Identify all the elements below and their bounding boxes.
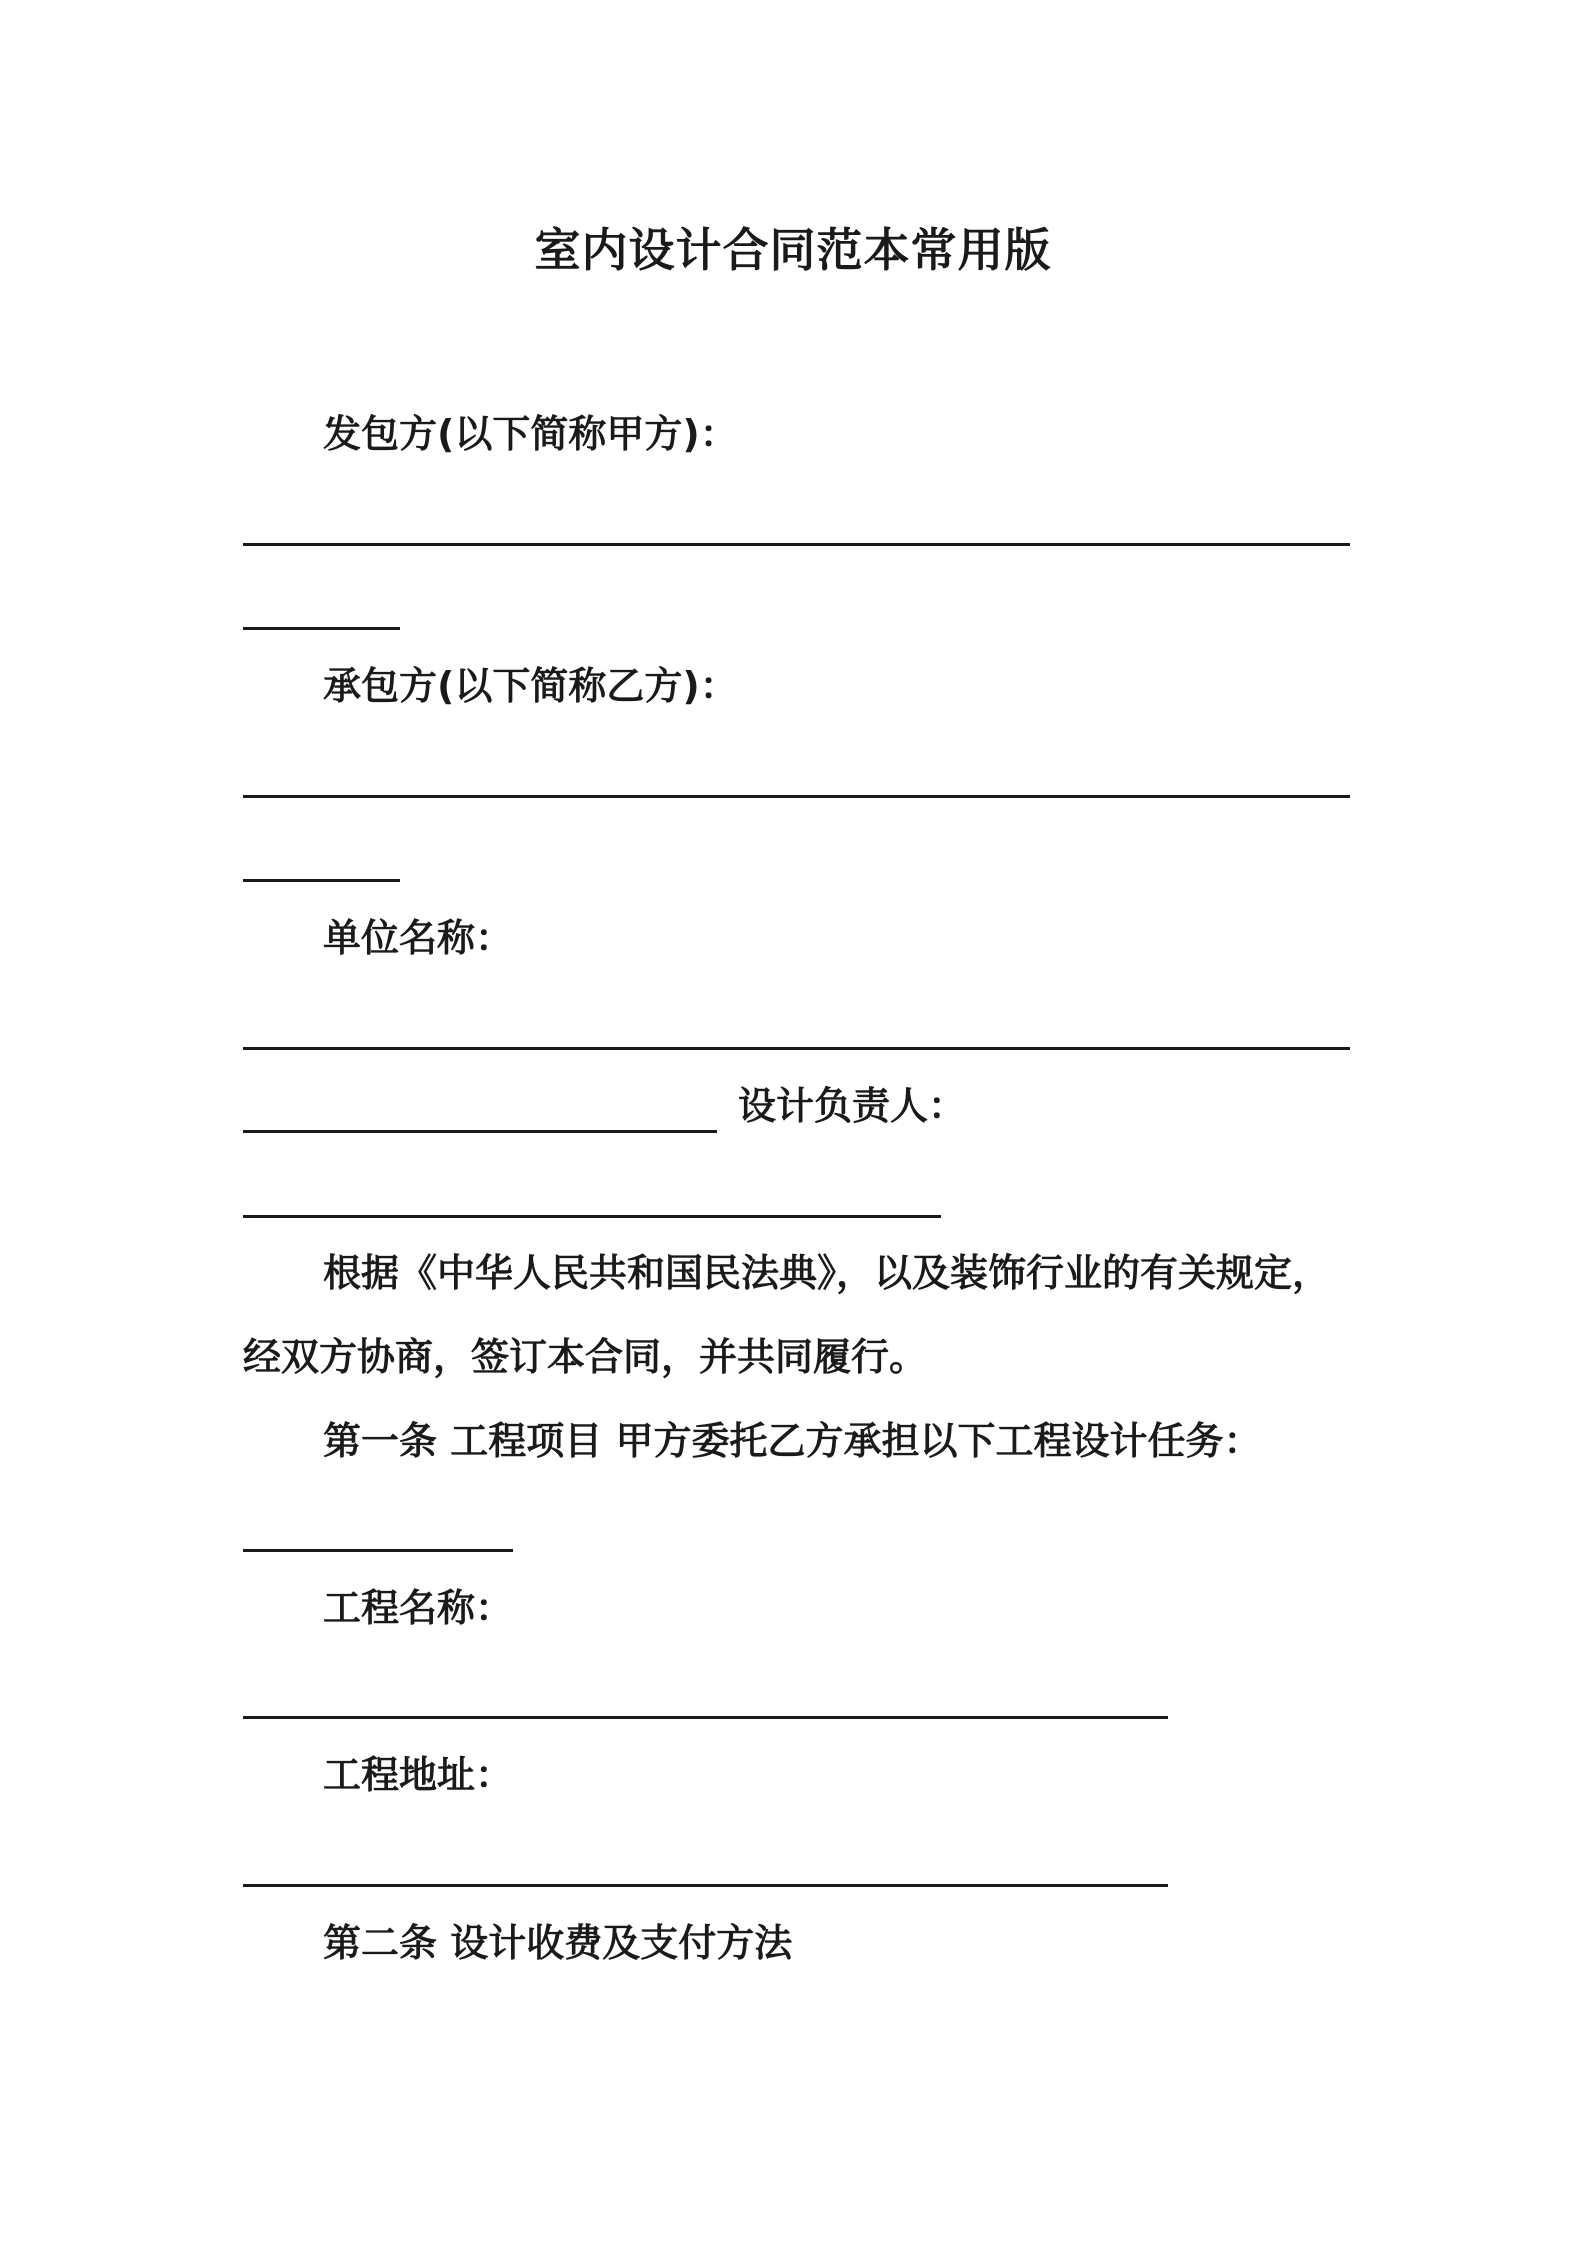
party-a-blank-line-1 xyxy=(243,543,1350,546)
party-b-label: 承包方(以下简称乙方)： xyxy=(323,664,738,708)
document-title: 室内设计合同范本常用版 xyxy=(534,223,1052,277)
design-lead-blank-line xyxy=(243,1215,941,1218)
unit-name-label: 单位名称： xyxy=(323,916,514,960)
article-1-blank-line xyxy=(243,1549,513,1552)
design-lead-label: 设计负责人： xyxy=(738,1084,967,1128)
project-name-blank-line xyxy=(243,1716,1168,1719)
unit-name-blank-line-1 xyxy=(243,1047,1350,1050)
article-2-heading: 第二条 设计收费及支付方法 xyxy=(323,1921,793,1965)
party-b-blank-line-2 xyxy=(243,879,400,882)
project-address-blank-line xyxy=(243,1884,1168,1887)
party-a-blank-line-2 xyxy=(243,627,400,630)
project-address-label: 工程地址： xyxy=(323,1753,514,1797)
article-1-heading: 第一条 工程项目 甲方委托乙方承担以下工程设计任务： xyxy=(323,1419,1262,1463)
party-a-label: 发包方(以下简称甲方)： xyxy=(323,412,738,456)
party-b-blank-line-1 xyxy=(243,795,1350,798)
intro-line-2: 经双方协商，签订本合同，并共同履行。 xyxy=(243,1335,928,1379)
unit-name-blank-line-2 xyxy=(243,1130,717,1133)
project-name-label: 工程名称： xyxy=(323,1586,514,1630)
intro-line-1: 根据《中华人民共和国民法典》，以及装饰行业的有关规定， xyxy=(323,1251,1331,1295)
